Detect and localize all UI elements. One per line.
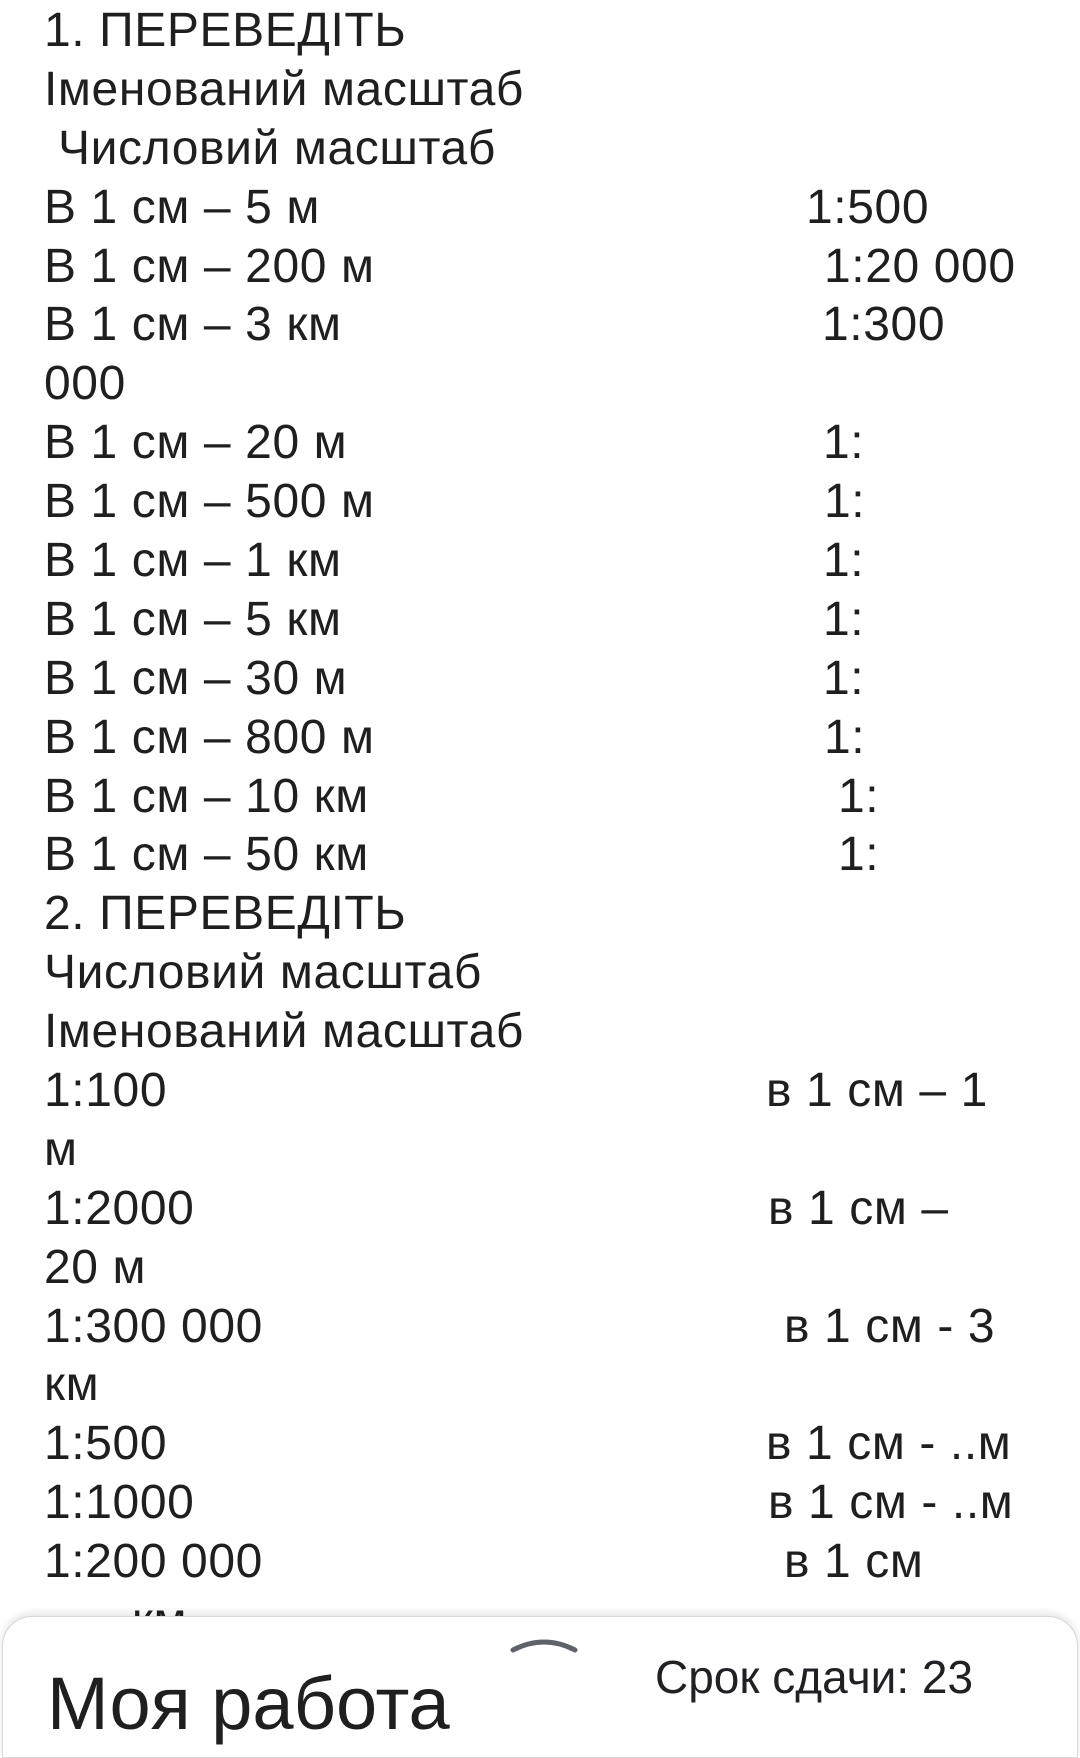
due-date-label: Срок сдачи: 23 <box>655 1651 974 1703</box>
table-row: 1:200 000 в 1 см <box>44 1535 924 1589</box>
table-row: 1:500 в 1 см - ..м <box>44 1417 1012 1471</box>
table-row-wrap: м <box>44 1122 78 1176</box>
table-row: В 1 см – 3 км 1:300 <box>44 298 946 352</box>
assignment-text <box>44 2 1044 1651</box>
table-row: В 1 см – 10 км 1: <box>44 769 880 823</box>
table-row: 1:2000 в 1 см – <box>44 1181 949 1235</box>
table-row: В 1 см – 800 м 1: <box>44 710 866 764</box>
table-row: В 1 см – 20 м 1: <box>44 416 865 470</box>
table-row: 1:1000 в 1 см - ..м <box>44 1476 1014 1530</box>
table-row: В 1 см – 5 м 1:500 <box>44 180 930 234</box>
section1-heading: 1. ПЕРЕВЕДІТЬ <box>44 4 407 57</box>
my-work-title[interactable]: Моя работа <box>47 1662 450 1745</box>
chevron-up-icon[interactable] <box>509 1630 579 1656</box>
table-row: В 1 см – 1 км 1: <box>44 534 865 588</box>
section2-col-left-header: Числовий масштаб <box>44 946 482 1000</box>
table-row: В 1 см – 5 км 1: <box>44 592 865 646</box>
table-row: В 1 см – 200 м 1:20 000 <box>44 239 1016 293</box>
table-row: В 1 см – 500 м 1: <box>44 475 866 529</box>
section1-col-right-header: Числовий масштаб <box>58 121 496 175</box>
table-row: 1:300 000 в 1 см - 3 <box>44 1299 996 1353</box>
my-work-bottom-sheet[interactable] <box>2 1616 1078 1758</box>
section2-heading: 2. ПЕРЕВЕДІТЬ <box>44 887 407 941</box>
table-row: 1:100 в 1 см – 1 <box>44 1064 988 1118</box>
table-row-wrap: 000 <box>44 357 126 411</box>
table-row: В 1 см – 50 км 1: <box>44 828 880 882</box>
table-row: В 1 см – 30 м 1: <box>44 651 865 705</box>
table-row-wrap: км <box>44 1358 100 1412</box>
section2-col-right-header: Іменований масштаб <box>44 1005 524 1059</box>
section1-col-left-header: Іменований масштаб <box>44 62 524 116</box>
table-row-wrap: 20 м <box>44 1240 147 1294</box>
